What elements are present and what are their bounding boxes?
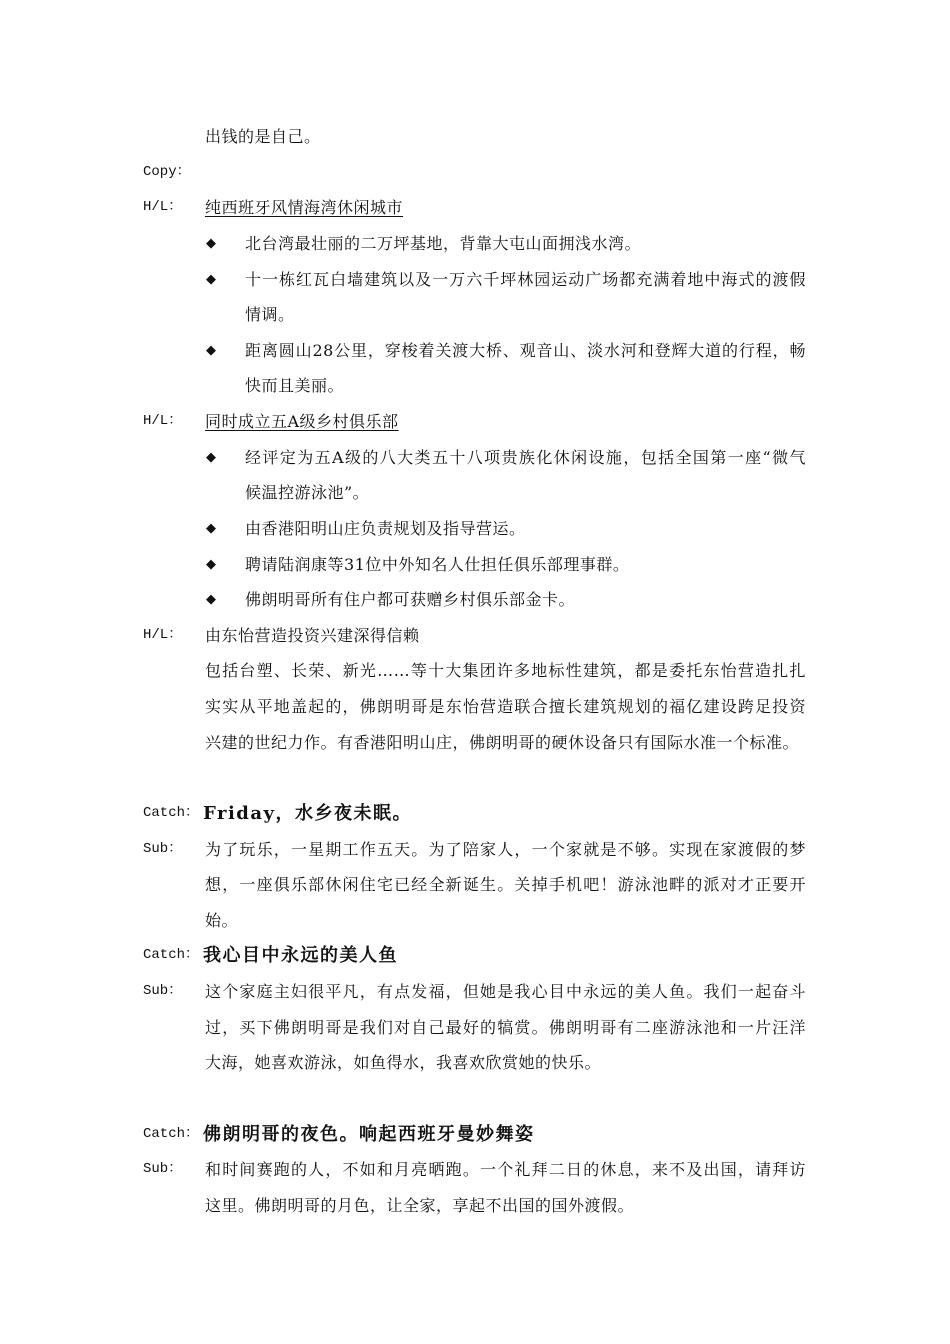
doc-row [0, 796, 950, 832]
bullet-text: 由香港阳明山庄负责规划及指导营运。 [245, 518, 526, 538]
doc-row [0, 867, 950, 903]
doc-row [0, 511, 950, 547]
sub-line: 这个家庭主妇很平凡，有点发福，但她是我心目中永远的美人鱼。我们一起奋斗 [205, 982, 806, 1001]
headline-text: 同时成立五A级乡村俱乐部 [205, 412, 399, 431]
doc-row [0, 689, 950, 725]
bullet-text-continuation: 情调。 [245, 305, 295, 325]
doc-row [0, 226, 950, 262]
doc-row [0, 974, 950, 1010]
doc-row [0, 190, 950, 226]
diamond-bullet-icon: ◆ [206, 235, 216, 251]
doc-row [0, 368, 950, 404]
doc-row [0, 832, 950, 868]
headline-label: H/L： [143, 626, 183, 643]
diamond-bullet-icon: ◆ [206, 556, 216, 572]
sub-line: 想，一座俱乐部休闲住宅已经全新诞生。关掉手机吧！游泳池畔的派对才正要开 [205, 875, 806, 895]
bullet-text: 距离圆山28公里，穿梭着关渡大桥、观音山、淡水河和登辉大道的行程，畅 [245, 340, 806, 360]
doc-row [0, 1045, 950, 1081]
sub-line: 为了玩乐，一星期工作五天。为了陪家人，一个家就是不够。实现在家渡假的梦 [205, 839, 806, 859]
catch-headline: 佛朗明哥的夜色。响起西班牙曼妙舞姿 [203, 1123, 535, 1145]
doc-row [0, 404, 950, 440]
diamond-bullet-icon: ◆ [206, 449, 216, 465]
doc-row [0, 333, 950, 369]
catch-headline: 我心目中永远的美人鱼 [203, 945, 398, 967]
body-line: 兴建的世纪力作。有香港阳明山庄，佛朗明哥的硬休设备只有国际水准一个标准。 [205, 732, 800, 752]
diamond-bullet-icon: ◆ [206, 271, 216, 287]
document-body [0, 119, 950, 1223]
doc-row [0, 1152, 950, 1188]
doc-row [0, 440, 950, 476]
bullet-text-continuation: 候温控游泳池”。 [245, 483, 370, 503]
doc-row [0, 938, 950, 974]
bullet-text: 北台湾最壮丽的二万坪基地，背靠大屯山面拥浅水湾。 [245, 233, 642, 253]
catch-label: Catch： [143, 804, 200, 821]
sub-label: Sub： [143, 840, 183, 857]
headline-text: 由东怡营造投资兴建深得信赖 [205, 625, 420, 645]
sub-line: 大海，她喜欢游泳，如鱼得水，我喜欢欣赏她的快乐。 [205, 1053, 602, 1073]
sub-line: 这里。佛朗明哥的月色，让全家，享起不出国的国外渡假。 [205, 1195, 635, 1215]
doc-row [0, 155, 950, 191]
doc-row [0, 262, 950, 298]
doc-row [0, 1117, 950, 1153]
bullet-text-continuation: 快而且美丽。 [245, 376, 345, 396]
copy-label: Copy： [143, 163, 191, 180]
doc-row [0, 903, 950, 939]
doc-row [0, 653, 950, 689]
doc-row [0, 475, 950, 511]
diamond-bullet-icon: ◆ [206, 592, 216, 608]
sub-label: Sub： [143, 1161, 183, 1178]
catch-headline: Friday，水乡夜未眠。 [203, 802, 412, 824]
bullet-text: 经评定为五A级的八大类五十八项贵族化休闲设施，包括全国第一座“微气 [245, 447, 806, 467]
doc-row [0, 119, 950, 155]
body-line: 包括台塑、长荣、新光……等十大集团许多地标性建筑，都是委托东怡营造扎扎 [205, 661, 806, 681]
headline-label: H/L： [143, 199, 183, 216]
bullet-text: 佛朗明哥所有住户都可获赠乡村俱乐部金卡。 [245, 590, 576, 610]
doc-row [0, 547, 950, 583]
catch-label: Catch： [143, 947, 200, 964]
sub-label: Sub： [143, 983, 183, 999]
diamond-bullet-icon: ◆ [206, 520, 216, 536]
diamond-bullet-icon: ◆ [206, 342, 216, 358]
headline-text: 纯西班牙风情海湾休闲城市 [205, 198, 404, 218]
bullet-text: 聘请陆润康等31位中外知名人仕担任俱乐部理事群。 [245, 554, 630, 574]
doc-row [0, 582, 950, 618]
doc-row [0, 297, 950, 333]
catch-label: Catch： [143, 1125, 200, 1142]
doc-row [0, 1010, 950, 1046]
blank-row [0, 760, 950, 796]
sub-line: 始。 [205, 910, 239, 930]
doc-row [0, 1188, 950, 1224]
doc-row [0, 725, 950, 761]
intro-line: 出钱的是自己。 [205, 127, 321, 146]
sub-line: 和时间赛跑的人，不如和月亮晒跑。一个礼拜二日的休息，来不及出国，请拜访 [205, 1160, 806, 1180]
doc-row [0, 618, 950, 654]
blank-row [0, 1081, 950, 1117]
headline-label: H/L： [143, 413, 183, 429]
bullet-text: 十一栋红瓦白墙建筑以及一万六千坪林园运动广场都充满着地中海式的渡假 [245, 269, 806, 289]
body-line: 实实从平地盖起的，佛朗明哥是东怡营造联合擅长建筑规划的福亿建设跨足投资 [205, 697, 806, 716]
sub-line: 过，买下佛朗明哥是我们对自己最好的犒赏。佛朗明哥有二座游泳池和一片汪洋 [205, 1017, 806, 1037]
